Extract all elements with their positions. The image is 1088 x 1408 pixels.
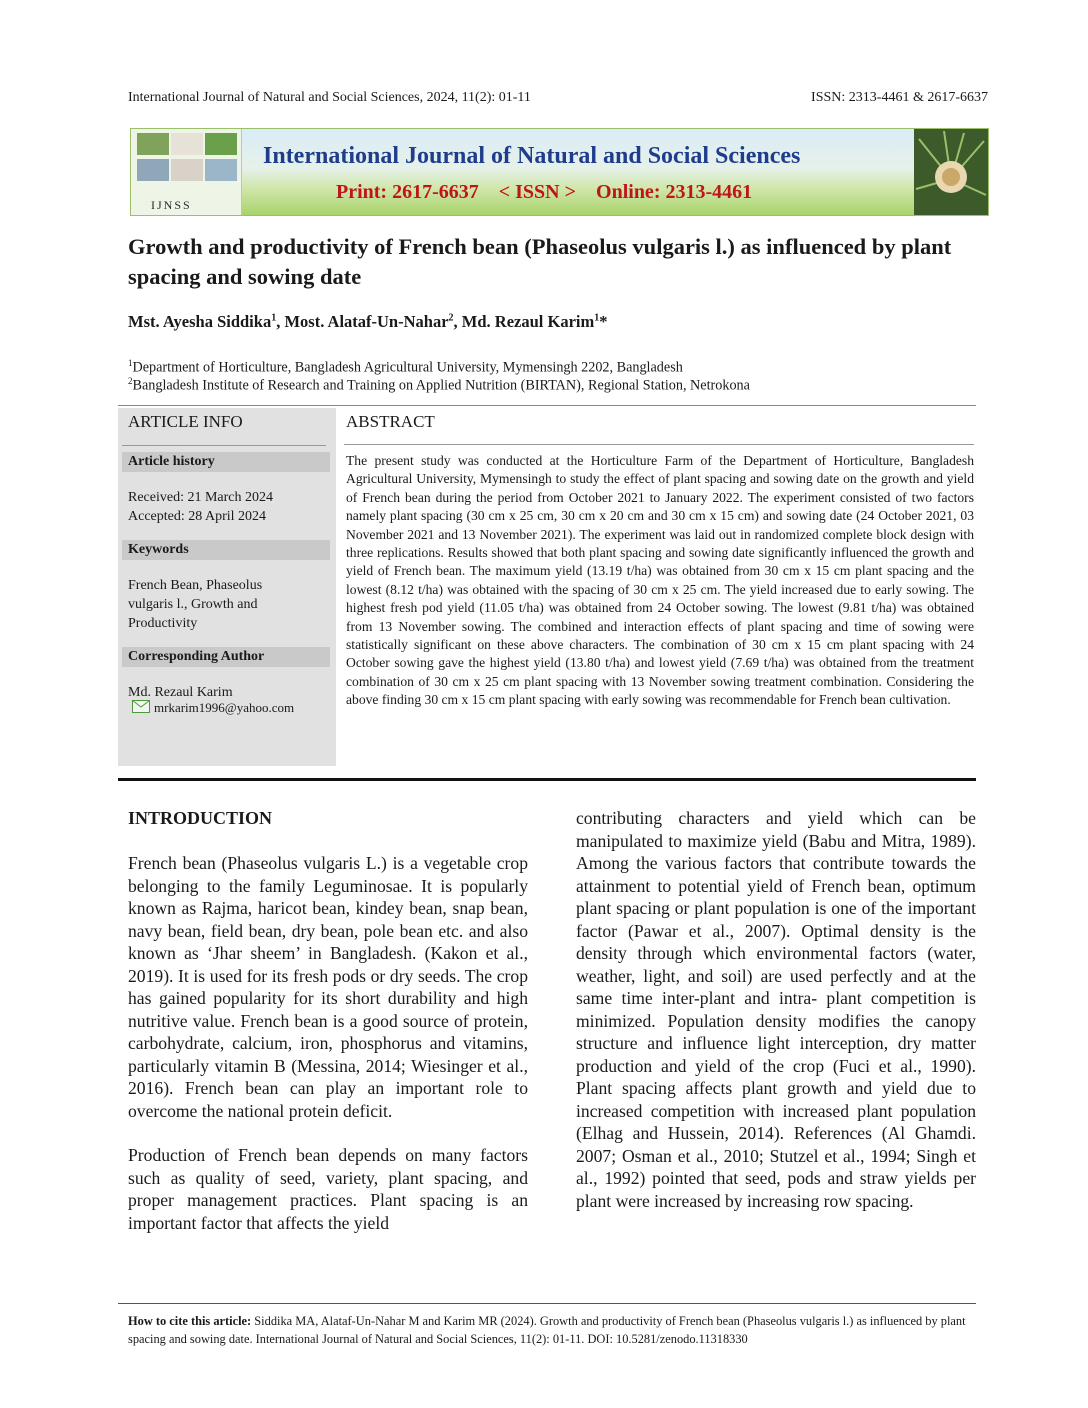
divider-bottom [118, 778, 976, 781]
article-info-rule [122, 445, 326, 446]
intro-right-column [576, 807, 976, 1212]
keywords-heading: Keywords [122, 540, 330, 560]
banner-logo-text: IJNSS [151, 198, 192, 212]
received-date: Received: 21 March 2024 [128, 490, 274, 505]
author-3: , Md. Rezaul Karim [453, 312, 595, 331]
citation [128, 1312, 988, 1348]
abstract-heading: ABSTRACT [346, 412, 435, 431]
author-3-affil: 1 [594, 312, 600, 324]
abstract-rule [344, 444, 974, 445]
corresponding-author-heading: Corresponding Author [122, 647, 330, 667]
author-2: , Most. Alataf-Un-Nahar [276, 312, 449, 331]
divider-top [118, 405, 976, 406]
citation-label: How to cite this article: [128, 1314, 252, 1328]
article-info-heading: ARTICLE INFO [128, 412, 243, 431]
intro-paragraph-1: French bean (Phaseolus vulgaris L.) is a vegetable crop belonging to the family Leguminosae. It is popularly known as Rajma, haricot bean, kindey bean, snap bean, navy bean, field bean, dry bean, pole bean etc. and also known as ‘Jhar sheem’ in Bangladesh. (Kakon et al., 2019). It is used for its fresh pods or dry seeds. The crop has gained popularity for its short durability and high nutritive value. French bean is a good source of protein, carbohydrate, calcium, iron, phosphorus and vitamins, particularly vitamin B (Messina, 2014; Wiesinger et al., 2016). French bean can play an important role to overcome the national protein deficit. [128, 853, 528, 1121]
affiliation-1 [128, 358, 683, 377]
banner-logo-collage [131, 129, 242, 215]
journal-banner [130, 128, 989, 216]
article-title: Growth and productivity of French bean (Phaseolus vulgaris l.) as influenced by plant spacing and sowing date [128, 234, 952, 289]
article-history-heading: Article history [122, 452, 330, 472]
author-1-affil: 1 [271, 312, 277, 324]
intro-paragraph-2: Production of French bean depends on many factors such as quality of seed, variety, plant spacing, and proper management practices. Plant spacing is an important factor that affects the yield [128, 1145, 528, 1233]
banner-plant-photo [914, 129, 988, 215]
running-header-journal: International Journal of Natural and Social Sciences, 2024, 11(2): 01-11 [128, 90, 531, 105]
corresponding-author-email[interactable]: mrkarim1996@yahoo.com [154, 700, 295, 715]
intro-left-column [128, 852, 528, 1234]
author-list [128, 312, 607, 332]
affiliation-2-text: Bangladesh Institute of Research and Training on Applied Nutrition (BIRTAN), Regional Station, Netrokona [132, 377, 750, 394]
corresponding-mark: * [599, 312, 608, 331]
affiliation-2-number: 2 [128, 376, 133, 386]
affiliation-1-text: Department of Horticulture, Bangladesh Agricultural University, Mymensingh 2202, Bangladesh [132, 359, 683, 376]
author-2-affil: 2 [448, 312, 454, 324]
keywords-list: French Bean, Phaseolus vulgaris l., Growth and Productivity [128, 578, 263, 631]
envelope-icon [132, 700, 150, 713]
affiliation-1-number: 1 [128, 358, 133, 368]
corresponding-author-name: Md. Rezaul Karim [128, 685, 233, 700]
introduction-heading: INTRODUCTION [128, 808, 273, 828]
footer-rule [118, 1303, 976, 1304]
affiliation-2 [128, 376, 750, 395]
abstract-text: The present study was conducted at the Horticulture Farm of the Department of Horticulture, Bangladesh Agricultural University, Mymensingh to study the effect of plant spacing and sowing date on the growth and yield of French bean during the period from October 2021 to January 2022. The experiment consisted of two factors namely plant spacing (30 cm x 25 cm, 30 cm x 20 cm and 30 cm x 15 cm) and sowing date (24 October 2021, 03 November 2021 and 13 November 2021). The experiment was laid out in randomized complete block design with three replications. Results showed that both plant spacing and sowing date significantly influenced the growth and yield of French bean. The maximum yield (13.19 t/ha) was obtained from 30 cm x 15 cm plant spacing and the lowest (8.12 t/ha) was obtained with the spacing of 30 cm x 25 cm. The yield increased due to early sowing. The highest fresh pod yield (11.05 t/ha) was obtained from 24 October sowing. The lowest (9.81 t/ha) was obtained from 13 November sowing. The combined and interaction effects of plant spacing and time of sowing were statistically significant on these above characters. The combination of 30 cm x 15 cm plant spacing with 24 October sowing gave the highest yield (13.80 t/ha) and lowest yield (7.69 t/ha) was obtained from the treatment combination of 30 cm x 25 cm plant spacing with 13 November sowing treatment combination. Considering the above finding 30 cm x 15 cm plant spacing with early sowing was recommendable for French bean cultivation. [346, 453, 974, 708]
author-1: Mst. Ayesha Siddika [128, 312, 272, 331]
accepted-date: Accepted: 28 April 2024 [128, 509, 267, 524]
intro-paragraph-3: contributing characters and yield which can be manipulated to maximize yield (Babu and Mitra, 1989). Among the various factors that contribute towards the attainment to potential yield of French bean, optimum plant spacing or plant population is one of the important factor (Pawar et al., 2007). Optimal density is the density through which environmental factors (water, weather, light, and soil) are used perfectly and at the same time inter-plant and intra- plant competition is minimized. Population density modifies the canopy structure and influence light interception, dry matter production and yield of the crop (Fuci et al., 1990). Plant spacing affects plant growth and yield due to increased competition with increased plant population (Elhag and Hussein, 2014). References (Al Ghamdi. 2007; Osman et al., 2010; Stutzel et al., 1994; Singh et al., 1992) pointed that seed, pods and straw yields per plant were increased by increasing row spacing. [576, 808, 976, 1211]
citation-text: Siddika MA, Alataf-Un-Nahar M and Karim MR (2024). Growth and productivity of French bean (Phaseolus vulgaris l.) as influenced by plant spacing and sowing date. International Journal of Natural and Social Sciences, 11(2): 01-11. DOI: 10.5281/zenodo.11318330 [128, 1314, 966, 1346]
banner-title: International Journal of Natural and Social Sciences [263, 143, 801, 169]
running-header-issn: ISSN: 2313-4461 & 2617-6637 [811, 90, 988, 105]
banner-subtitle: Print: 2617-6637 < ISSN > Online: 2313-4461 [336, 181, 753, 203]
